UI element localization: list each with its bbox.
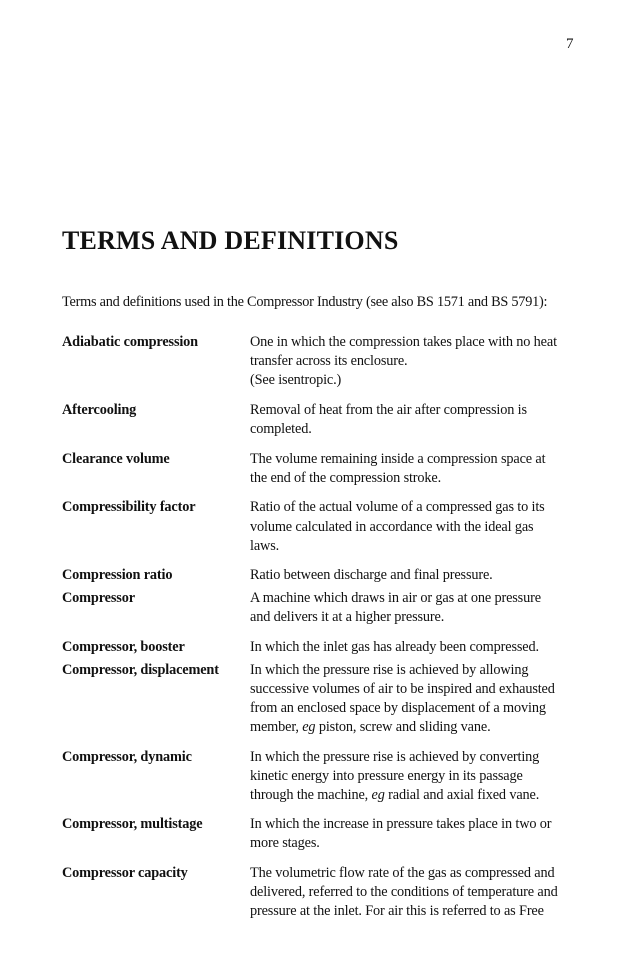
glossary-term: Compressibility factor — [62, 499, 196, 516]
glossary-definition — [250, 498, 585, 556]
definition-line: member, eg piston, screw and sliding vane. — [250, 719, 491, 736]
definition-line: Ratio between discharge and final pressure. — [250, 567, 493, 584]
glossary-definition — [250, 401, 585, 439]
definition-line: pressure at the inlet. For air this is referred to as Free — [250, 903, 544, 920]
glossary-definition — [250, 566, 585, 585]
glossary-definition — [250, 589, 585, 627]
glossary-term: Compression ratio — [62, 567, 173, 584]
definition-line: transfer across its enclosure. — [250, 353, 408, 370]
glossary-term: Compressor — [62, 590, 135, 607]
glossary-term: Compressor, dynamic — [62, 748, 192, 765]
glossary-entry — [62, 333, 592, 391]
definition-line: completed. — [250, 420, 312, 437]
glossary-entry — [62, 661, 592, 738]
page-number: 7 — [566, 36, 574, 52]
glossary-term: Compressor capacity — [62, 864, 188, 881]
glossary-entry — [62, 566, 592, 585]
definition-line: more stages. — [250, 835, 320, 852]
definition-line: Ratio of the actual volume of a compressed gas to its — [250, 499, 545, 516]
definition-line: In which the pressure rise is achieved by converting — [250, 748, 540, 765]
glossary-definition — [250, 864, 585, 922]
glossary-definition — [250, 333, 585, 391]
definition-line: In which the inlet gas has already been compressed. — [250, 638, 539, 655]
glossary-entry — [62, 815, 592, 853]
definition-line: volume calculated in accordance with the ideal gas — [250, 518, 534, 535]
definition-line: through the machine, eg radial and axial fixed vane. — [250, 787, 540, 804]
glossary-definition — [250, 638, 585, 657]
definition-line: successive volumes of air to be inspired and exhausted — [250, 681, 555, 698]
glossary-entry — [62, 401, 592, 439]
definition-line: In which the pressure rise is achieved by allowing — [250, 661, 529, 678]
glossary-definition — [250, 661, 585, 738]
glossary-entry — [62, 748, 592, 806]
intro-paragraph: Terms and definitions used in the Compressor Industry (see also BS 1571 and BS 5791): — [62, 294, 548, 310]
glossary-term: Compressor, multistage — [62, 816, 203, 833]
glossary-definition — [250, 450, 585, 488]
glossary-term: Compressor, booster — [62, 638, 185, 655]
definition-line: the end of the compression stroke. — [250, 470, 442, 487]
definition-line: laws. — [250, 537, 280, 554]
glossary-term: Adiabatic compression — [62, 334, 198, 350]
glossary-definition — [250, 815, 585, 853]
definition-line: The volume remaining inside a compression space at — [250, 451, 546, 468]
definition-line: Removal of heat from the air after compression is — [250, 401, 527, 418]
glossary-term: Aftercooling — [62, 401, 137, 418]
page-title: TERMS AND DEFINITIONS — [62, 226, 399, 255]
glossary-term: Clearance volume — [62, 451, 170, 468]
definition-line: delivered, referred to the conditions of temperature and — [250, 883, 558, 900]
glossary-entry — [62, 864, 592, 922]
definition-line: A machine which draws in air or gas at one pressure — [250, 590, 541, 607]
terms-list — [62, 323, 592, 921]
glossary-definition — [250, 748, 585, 806]
definition-line: (See isentropic.) — [250, 372, 342, 389]
glossary-term: Compressor, displacement — [62, 661, 219, 678]
glossary-entry — [62, 589, 592, 627]
glossary-entry — [62, 498, 592, 556]
definition-line: kinetic energy into pressure energy in its passage — [250, 767, 523, 784]
glossary-entry — [62, 450, 592, 488]
glossary-entry — [62, 638, 592, 657]
definition-line: from an enclosed space by displacement of a moving — [250, 700, 546, 717]
definition-line: One in which the compression takes place with no heat — [250, 334, 557, 350]
definition-line: In which the increase in pressure takes place in two or — [250, 816, 552, 833]
definition-line: The volumetric flow rate of the gas as compressed and — [250, 864, 555, 881]
definition-line: and delivers it at a higher pressure. — [250, 609, 445, 626]
